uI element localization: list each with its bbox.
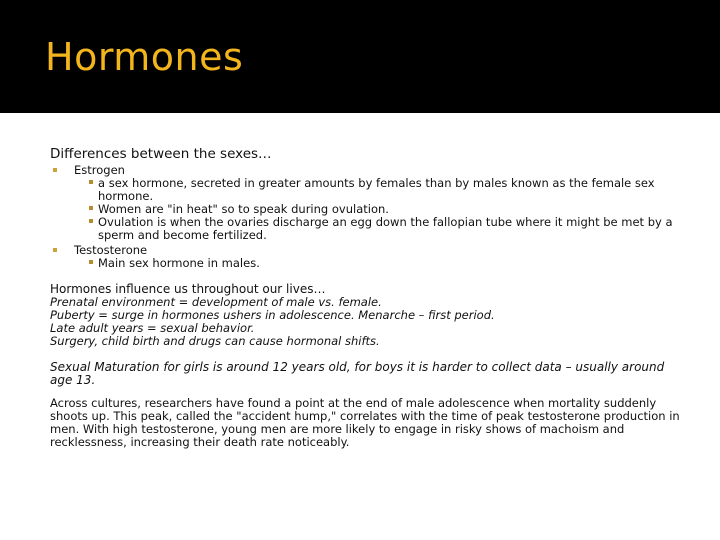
bullet-label: Estrogen [74,163,125,177]
influence-line: Surgery, child birth and drugs can cause hormonal shifts. [50,334,380,348]
influence-line: Late adult years = sexual behavior. [50,321,255,335]
closing-paragraph: Across cultures, researchers have found a point at the end of male adolescence when mortality suddenly shoots up. This peak, called the "accident hump," correlates with the time of peak testosterone production in men. With high testosterone, young men are more likely to engage in risky shows of machoism and recklessness, increasing their death rate noticeably. [50,396,680,449]
maturation-text: for girls is around 12 years old, for boys it is harder to collect data – usually around age 13. [50,360,665,387]
sub-bullet-item: a sex hormone, secreted in greater amounts by females than by males known as the female sex hormone. [74,177,680,203]
influence-title: Hormones influence us throughout our lives… [50,282,326,296]
influence-line: Puberty = surge in hormones ushers in adolescence. Menarche – first period. [50,308,495,322]
bullet-label: Testosterone [74,243,148,257]
title-bar [0,0,720,113]
sub-bullet-item: Women are "in heat" so to speak during ovulation. [74,203,680,216]
maturation-term: Sexual Maturation [50,360,160,374]
influence-paragraph [50,283,680,348]
sub-bullet-item: Ovulation is when the ovaries discharge an egg down the fallopian tube where it might be met by a sperm and become fertilized. [74,216,680,242]
slide-content [50,148,680,449]
maturation-paragraph [50,361,680,387]
sub-bullet-list [74,177,680,242]
section-heading: Differences between the sexes… [50,146,272,162]
influence-line: Prenatal environment = development of male vs. female. [50,295,382,309]
bullet-item-estrogen [50,164,680,242]
sub-bullet-list [74,257,680,270]
bullet-list [50,164,680,270]
bullet-item-testosterone [50,244,680,270]
slide-title: Hormones [45,35,244,79]
sub-bullet-item: Main sex hormone in males. [74,257,680,270]
